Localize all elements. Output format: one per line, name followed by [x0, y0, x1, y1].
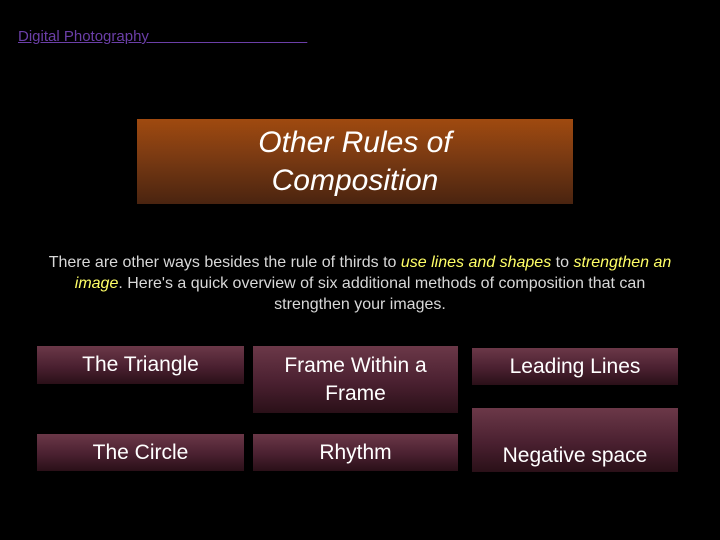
cell-leading-lines-label: Leading Lines [509, 354, 641, 378]
cell-leading-lines [472, 348, 678, 385]
cell-frame-within-frame [253, 346, 458, 413]
cell-triangle [37, 346, 244, 384]
cell-negative-space [472, 408, 678, 472]
intro-highlight-2: strengthen an image [74, 254, 672, 292]
cell-frame-within-frame-label: Frame Within a Frame [284, 353, 427, 405]
digital-photography-link-text: Digital Photography [18, 28, 149, 45]
title-line-2: Composition [271, 163, 439, 197]
cell-rhythm [253, 434, 458, 471]
cell-triangle-label: The Triangle [82, 353, 199, 376]
slide-title [258, 124, 451, 200]
cell-rhythm-label: Rhythm [319, 440, 392, 464]
cell-circle [37, 434, 244, 471]
digital-photography-link[interactable] [18, 28, 452, 45]
cell-negative-space-label: Negative space [502, 444, 648, 467]
intro-paragraph [40, 252, 680, 315]
intro-highlight-1: use lines and shapes [400, 254, 552, 271]
cell-circle-label: The Circle [92, 440, 189, 464]
title-line-1: Other Rules of [258, 125, 452, 159]
title-box [137, 119, 573, 204]
intro-text-3: . Here's a quick overview of six additional methods of composition that can strengthen your images. [118, 275, 646, 313]
intro-text-2: to [551, 254, 574, 271]
intro-text-1: There are other ways besides the rule of thirds to [48, 254, 401, 271]
